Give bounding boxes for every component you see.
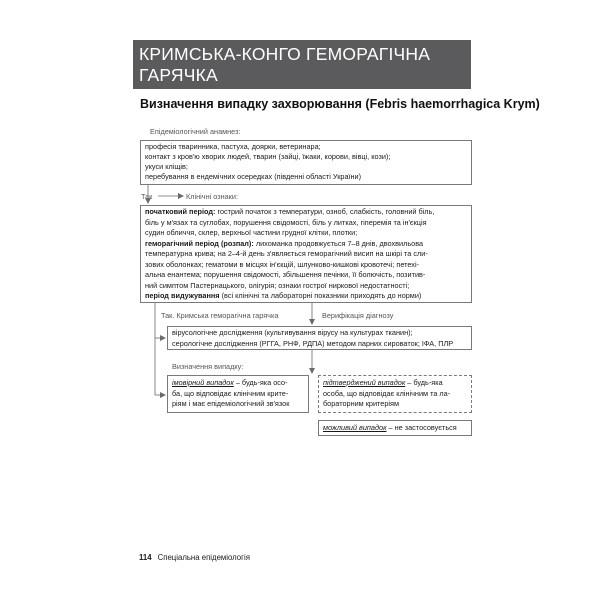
section-subtitle: Визначення випадку захворювання (Febris haemorrhagica Krym)	[140, 97, 540, 111]
clinical-line-text: лихоманка продовжується 7–8 днів, двохвильова	[253, 238, 424, 248]
clinical-line: судин обличчя, склер, верхньої частини грудної клітки, плотки;	[145, 228, 358, 237]
probable-line: ріям і має епідеміологічний зв'язок	[172, 399, 290, 408]
confirmed-case-box	[318, 375, 472, 413]
epid-history-label: Епідеміологічний анамнез:	[150, 127, 241, 136]
confirmed-line: бораторним критеріям	[323, 399, 400, 408]
clinical-line: температурна крива; на 2–4-й день з'являється геморагічний висип на шкірі та сли-	[145, 249, 428, 258]
chapter-title-line-2: ГАРЯЧКА	[139, 65, 218, 85]
verification-label: Верифікація діагнозу	[322, 311, 394, 320]
yes-label: Так	[141, 192, 153, 201]
page-footer	[139, 553, 250, 562]
possible-case-term: можливий випадок	[323, 423, 387, 432]
possible-case-box	[318, 420, 472, 436]
possible-line	[323, 423, 457, 434]
epid-item: укуси кліщів;	[145, 162, 188, 171]
probable-line	[172, 378, 288, 389]
epid-item: професія тваринника, пастуха, доярки, ветеринара;	[145, 142, 321, 151]
lab-test-line: серологічне дослідження (РГГА, РНФ, РДПА) методом парних сироваток; ІФА, ПЛР	[172, 338, 454, 348]
probable-case-term: імовірний випадок	[172, 378, 234, 387]
clinical-line	[145, 207, 434, 218]
chapter-title-band	[133, 40, 471, 89]
probable-case-box	[167, 375, 309, 413]
case-definition-label: Визначення випадку:	[172, 362, 244, 371]
confirmed-line: особа, що відповідає клінічним та ла-	[323, 388, 451, 398]
clinical-signs-box	[140, 205, 472, 303]
clinical-line: ний симптом Пастернацького, олігурія; ознаки гострої ниркової недостатності;	[145, 280, 410, 290]
probable-line: ба, що відповідає клінічним крите-	[172, 388, 289, 398]
initial-period-term: початковий період:	[145, 207, 216, 216]
clinical-line: зових оболонках; гематоми в місцях ін'єкцій, шлунково-кишкові кровотечі; петехі-	[145, 259, 419, 269]
lab-test-line: вірусологічне дослідження (культивування вірусу на культурах тканин);	[172, 328, 413, 337]
clinical-signs-label: Клінічні ознаки:	[186, 192, 238, 201]
probable-line-text: – будь-яка осо-	[233, 378, 288, 387]
page-number: 114	[139, 553, 152, 562]
clinical-line	[145, 239, 423, 250]
hemorrhagic-period-term: геморагічний період (розпал):	[145, 238, 254, 248]
clinical-line: біль у м'язах та суглобах, порушення свідомості, біль у литках, гіперемія та ін'єкція	[145, 217, 427, 227]
chapter-title-line-1: КРИМСЬКА-КОНГО ГЕМОРАГІЧНА	[139, 44, 431, 64]
confirmed-line	[323, 378, 443, 389]
clinical-line-text: гострий початок з температури, озноб, слабкість, головний біль,	[215, 207, 435, 216]
epid-history-box	[140, 140, 472, 185]
yes-cchf-label: Так. Кримська геморагічна гарячка	[161, 311, 279, 320]
possible-line-text: – не застосовується	[386, 423, 457, 432]
clinical-line: альна енантема; порушення свідомості, збільшення печінки, її болючість, позитив-	[145, 270, 426, 279]
footer-section-title: Спеціальна епідеміологія	[157, 553, 250, 562]
clinical-line-text: (всі клінічні та лабораторні показники приходять до норми)	[219, 291, 422, 300]
clinical-line	[145, 291, 421, 302]
epid-item: перебування в ендемічних осередках (південні області України)	[145, 172, 362, 181]
confirmed-line-text: – будь-яка	[405, 378, 443, 387]
recovery-period-term: період видужування	[145, 291, 220, 300]
confirmed-case-term: підтверджений випадок	[323, 378, 406, 387]
epid-item: контакт з кров'ю хворих людей, тварин (зайці, їжаки, корови, вівці, кози);	[145, 152, 391, 161]
lab-tests-box	[167, 326, 472, 350]
